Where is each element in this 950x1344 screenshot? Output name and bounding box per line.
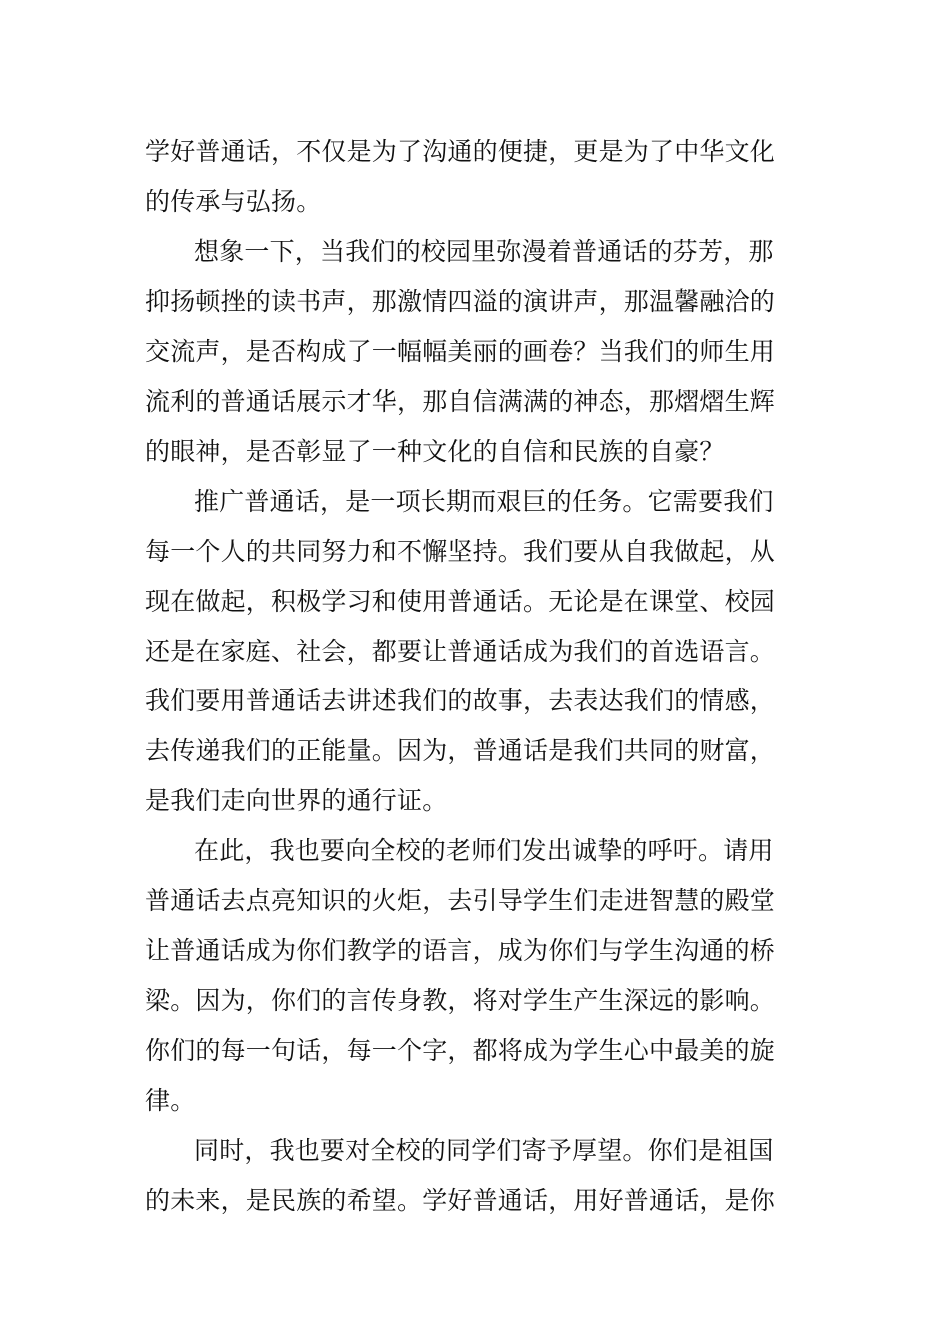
- paragraph-start-line: 同时，我也要对全校的同学们寄予厚望。你们是祖国: [194, 1136, 774, 1165]
- text-line: 现在做起，积极学习和使用普通话。无论是在课堂、校园: [145, 587, 776, 616]
- text-line: 普通话去点亮知识的火炬，去引导学生们走进智慧的殿堂: [145, 886, 776, 915]
- text-line: 还是在家庭、社会，都要让普通话成为我们的首选语言。: [145, 637, 776, 666]
- text-line: 交流声，是否构成了一幅幅美丽的画卷？当我们的师生用: [145, 337, 776, 366]
- paragraph-start-line: 推广普通话，是一项长期而艰巨的任务。它需要我们: [194, 487, 774, 516]
- text-line: 的传承与弘扬。: [145, 187, 322, 216]
- text-line: 梁。因为，你们的言传身教，将对学生产生深远的影响。: [145, 986, 776, 1015]
- text-line: 律。: [145, 1086, 196, 1115]
- paragraph-start-line: 想象一下，当我们的校园里弥漫着普通话的芬芳，那: [194, 237, 774, 266]
- text-line: 我们要用普通话去讲述我们的故事，去表达我们的情感，: [145, 686, 776, 715]
- text-line: 的未来，是民族的希望。学好普通话，用好普通话，是你: [145, 1186, 776, 1215]
- text-line: 的眼神，是否彰显了一种文化的自信和民族的自豪？: [145, 437, 725, 466]
- text-line: 让普通话成为你们教学的语言，成为你们与学生沟通的桥: [145, 936, 776, 965]
- text-line: 是我们走向世界的通行证。: [145, 786, 448, 815]
- text-line: 去传递我们的正能量。因为，普通话是我们共同的财富，: [145, 736, 776, 765]
- text-line: 每一个人的共同努力和不懈坚持。我们要从自我做起，从: [145, 537, 776, 566]
- text-line: 你们的每一句话，每一个字，都将成为学生心中最美的旋: [145, 1036, 776, 1065]
- text-line: 学好普通话，不仅是为了沟通的便捷，更是为了中华文化: [145, 137, 776, 166]
- text-line: 抑扬顿挫的读书声，那激情四溢的演讲声，那温馨融洽的: [145, 287, 776, 316]
- text-line: 流利的普通话展示才华，那自信满满的神态，那熠熠生辉: [145, 387, 776, 416]
- paragraph-start-line: 在此，我也要向全校的老师们发出诚挚的呼吁。请用: [194, 836, 774, 865]
